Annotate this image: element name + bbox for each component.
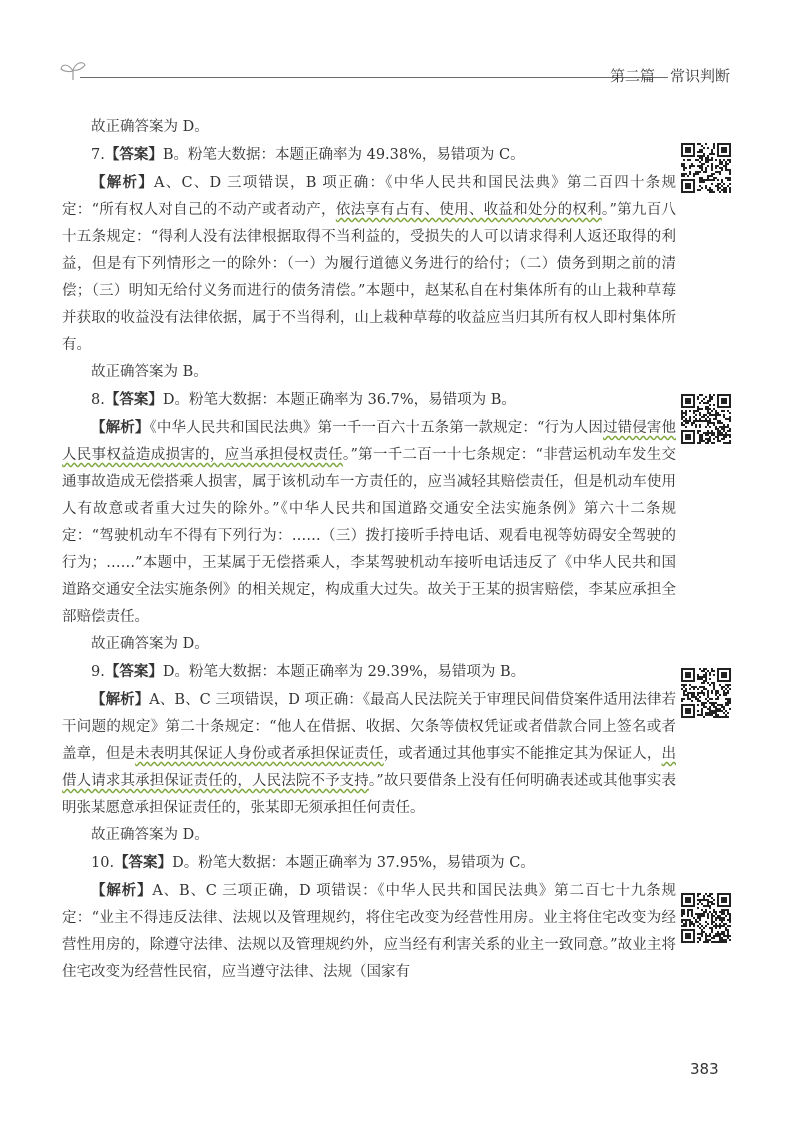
analysis-text: ，或者通过其他事实不能推定其为保证人，	[383, 746, 662, 762]
answer-line	[62, 141, 676, 169]
analysis-text: 。”第一千二百一十七条规定：“非营运机动车发生交通事故造成无偿搭乘人损害，属于该机动车一方责任的，应当减轻其赔偿责任，但是机动车使用人有故意或者重大过失的除外。”《中华人民共和国道路交通安全法实施条例》第六十二条规定：“驾驶机动车不得有下列行为：……（三）拨打接听手持电话、观看电视等妨碍安全驾驶的行为；……”本题中，王某属于无偿搭乘人，李某驾驶机动车接听电话违反了《中华人民共和国道路交通安全法实施条例》的相关规定，构成重大过失。故关于王某的损害赔偿，李某应承担全部赔偿责任。	[62, 447, 677, 625]
conclusion-line: 故正确答案为 D。	[91, 119, 209, 135]
answer-text: D。粉笔大数据：本题正确率为 37.95%，易错项为 C。	[172, 855, 535, 871]
answer-text: D。粉笔大数据：本题正确率为 36.7%，易错项为 B。	[162, 392, 516, 408]
analysis-text: 。”第九百八十五条规定：“得利人没有法律根据取得不当利益的，受损失的人可以请求得利人返还取得的利益，但是有下列情形之一的除外：（一）为履行道德义务进行的给付；（二）债务到期之前的清偿；（三）明知无给付义务而进行的债务清偿。”本题中，赵某私自在村集体所有的山上栽种草莓并获取的收益没有法律依据，属于不当得利，山上栽种草莓的收益应当归其所有权人即村集体所有。	[62, 202, 677, 353]
analysis-label: 【解析】	[91, 419, 150, 436]
answer-line	[62, 849, 676, 877]
answer-label: 【答案】	[104, 146, 163, 163]
qr-code-icon	[681, 143, 731, 193]
answer-label: 【答案】	[114, 854, 173, 871]
article-body	[62, 114, 676, 986]
underlined-text: 未表明其保证人身份或者承担保证责任	[135, 746, 384, 762]
conclusion-line: 故正确答案为 D。	[91, 827, 209, 843]
analysis-text: A、B、C 三项错误，D 项正确：《最高人民法院关于审理民间借贷案件适用法律若干问题的规定》第二十条规定：“他人在借据、收据、欠条等债权凭证或者借款合同上签名或者盖章，但是	[62, 692, 677, 762]
analysis-paragraph	[62, 414, 676, 631]
answer-label: 【答案】	[104, 663, 163, 680]
underlined-text: 依法享有占有、使用、收益和处分的权利	[335, 202, 602, 218]
underlined-text: 过错侵害他人民事权益造成损害的，应当承担侵权责任	[62, 420, 676, 463]
analysis-paragraph	[62, 686, 676, 822]
qr-code-icon	[681, 668, 731, 718]
analysis-label: 【解析】	[91, 882, 153, 899]
header-rule	[80, 77, 668, 78]
section-title: 第二篇 常识判断	[609, 67, 730, 85]
question-number: 10.	[91, 855, 115, 871]
page-number: 383	[690, 1060, 719, 1078]
analysis-text: 。”故只要借条上没有任何明确表述或其他事实表明张某愿意承担保证责任的，张某即无须承担任何责任。	[62, 773, 676, 816]
analysis-text: 《中华人民共和国民法典》第一千一百六十五条第一款规定：“行为人因	[149, 420, 604, 436]
conclusion-line: 故正确答案为 B。	[91, 364, 208, 380]
analysis-label: 【解析】	[91, 691, 150, 708]
analysis-text: A、B、C 三项正确，D 项错误：《中华人民共和国民法典》第二百七十九条规定：“业主不得违反法律、法规以及管理规约，将住宅改变为经营性用房。业主将住宅改变为经营性用房的，除遵守法律、法规以及管理规约外，应当经有利害关系的业主一致同意。”故业主将住宅改变为经营性民宿，应当遵守法律、法规（国家有	[62, 883, 677, 980]
analysis-text: A、C、D 三项错误，B 项正确：《中华人民共和国民法典》第二百四十条规定：“所有权人对自己的不动产或者动产，	[62, 175, 677, 218]
conclusion-line: 故正确答案为 D。	[91, 636, 209, 652]
answer-text: B。粉笔大数据：本题正确率为 49.38%，易错项为 C。	[162, 147, 525, 163]
page-header	[60, 60, 750, 94]
answer-line	[62, 658, 676, 686]
qr-code-icon	[681, 893, 731, 943]
answer-line	[62, 386, 676, 414]
qr-code-icon	[681, 394, 731, 444]
question-number: 7.	[91, 147, 105, 163]
answer-label: 【答案】	[104, 391, 163, 408]
question-number: 9.	[91, 664, 105, 680]
question-number: 8.	[91, 392, 105, 408]
sprout-icon	[60, 60, 86, 82]
answer-text: D。粉笔大数据：本题正确率为 29.39%，易错项为 B。	[162, 664, 526, 680]
analysis-paragraph	[62, 877, 676, 986]
analysis-label: 【解析】	[91, 174, 154, 191]
underlined-text: 出借人请求其承担保证责任的，人民法院不予支持	[62, 746, 677, 789]
analysis-paragraph	[62, 169, 676, 359]
